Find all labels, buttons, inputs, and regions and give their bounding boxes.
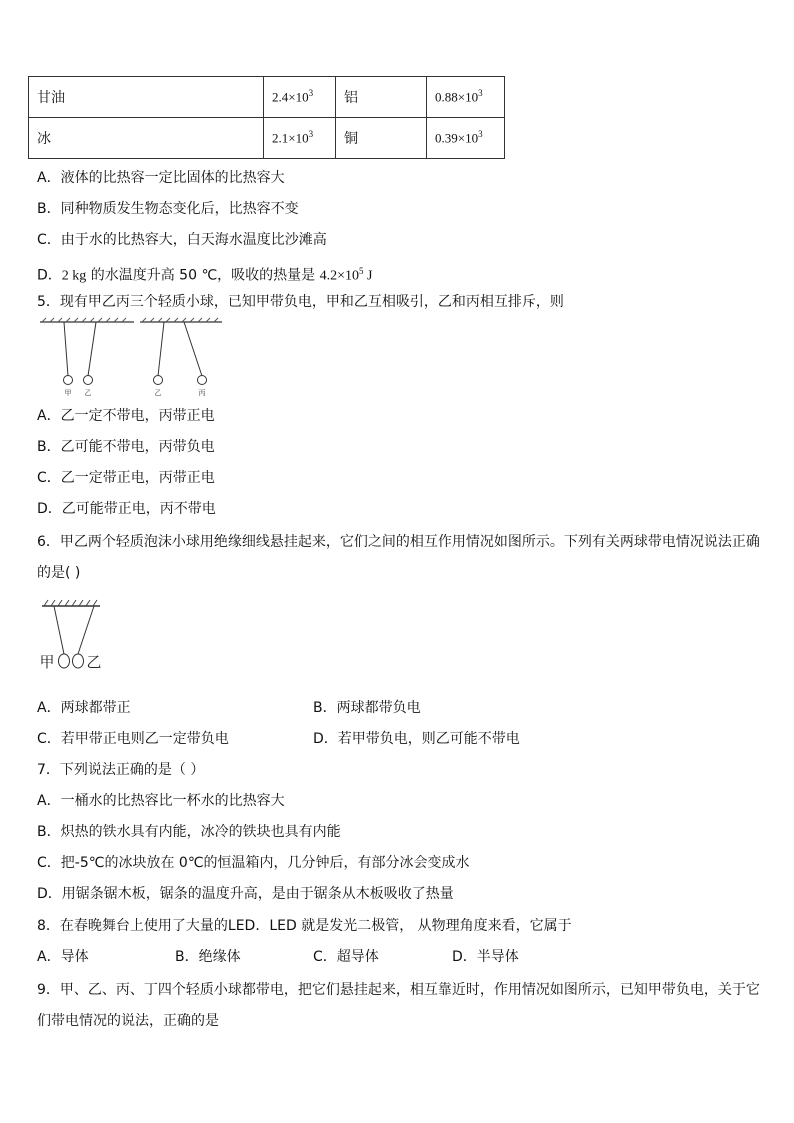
q5-label-jia: 甲: [64, 389, 72, 397]
q5-label-bing: 丙: [198, 389, 206, 397]
q5-option-d: D．乙可能带正电，丙不带电: [37, 501, 216, 517]
q6-option-c: C．若甲带正电则乙一定带负电: [37, 731, 229, 747]
substance-name: 铜: [336, 118, 427, 159]
q8-option-a: A．导体: [37, 949, 89, 965]
specific-heat-value: $0.39\times 10^3$: [427, 118, 505, 159]
table-row: [29, 77, 505, 118]
q8-stem: 8．在春晚舞台上使用了大量的LED．LED 就是发光二极管， 从物理角度来看，它属于: [37, 918, 572, 934]
q4-option-a: A．液体的比热容一定比固体的比热容大: [37, 170, 285, 186]
substance-name: 铝: [336, 77, 427, 118]
q4-option-b: B．同种物质发生物态变化后，比热容不变: [37, 201, 299, 217]
q6-stem: 6．甲乙两个轻质泡沫小球用绝缘细线悬挂起来，它们之间的相互作用情况如图所示。下列有关两球带电情况说法正确: [37, 534, 760, 550]
substance-name: 甘油: [29, 77, 264, 118]
q4-option-d: D．2 kg 的水温度升高 50 ℃，吸收的热量是 $4.2\times 10^5$ J: [37, 266, 373, 284]
q8-option-d: D．半导体: [452, 949, 519, 965]
q8-option-c: C．超导体: [313, 949, 379, 965]
q5-pendulum-figure: [36, 318, 226, 397]
q6-option-a: A．两球都带正: [37, 700, 131, 716]
q7-option-a: A．一桶水的比热容比一杯水的比热容大: [37, 793, 285, 809]
q7-option-b: B．炽热的铁水具有内能，冰冷的铁块也具有内能: [37, 824, 341, 840]
q7-option-c: C．把-5℃的冰块放在 0℃的恒温箱内，几分钟后，有部分冰会变成水: [37, 855, 470, 871]
q5-label-yi: 乙: [84, 389, 92, 397]
substance-name: 冰: [29, 118, 264, 159]
specific-heat-value: $2.1\times 10^3$: [264, 118, 336, 159]
q8-option-b: B．绝缘体: [175, 949, 241, 965]
q5-option-a: A．乙一定不带电，丙带正电: [37, 408, 215, 424]
q9-stem-continued: 们带电情况的说法，正确的是: [37, 1013, 219, 1029]
q4-option-c: C．由于水的比热容大，白天海水温度比沙滩高: [37, 232, 327, 248]
specific-heat-value: $0.88\times 10^3$: [427, 77, 505, 118]
q5-stem: 5．现有甲乙丙三个轻质小球，已知甲带负电，甲和乙互相吸引，乙和丙相互排斥，则: [37, 294, 564, 310]
q6-label-yi: 乙: [86, 653, 102, 671]
q6-pendulum-figure: [36, 596, 106, 676]
q7-option-d: D．用锯条锯木板，锯条的温度升高，是由于锯条从木板吸收了热量: [37, 886, 454, 902]
specific-heat-value: $2.4\times 10^3$: [264, 77, 336, 118]
specific-heat-table: [28, 76, 505, 159]
q6-option-b: B．两球都带负电: [313, 700, 421, 716]
q6-option-d: D．若甲带负电，则乙可能不带电: [313, 731, 520, 747]
q7-stem: 7．下列说法正确的是（ ）: [37, 762, 205, 778]
table-row: [29, 118, 505, 159]
q5-label-yi: 乙: [154, 389, 162, 397]
q5-option-b: B．乙可能不带电，丙带负电: [37, 439, 215, 455]
q6-label-jia: 甲: [39, 653, 55, 671]
q5-option-c: C．乙一定带正电，丙带正电: [37, 470, 215, 486]
q6-stem-continued: 的是( ): [37, 565, 81, 581]
q9-stem: 9．甲、乙、丙、丁四个轻质小球都带电，把它们悬挂起来，相互靠近时，作用情况如图所示，已知甲带负电，关于它: [37, 982, 760, 998]
